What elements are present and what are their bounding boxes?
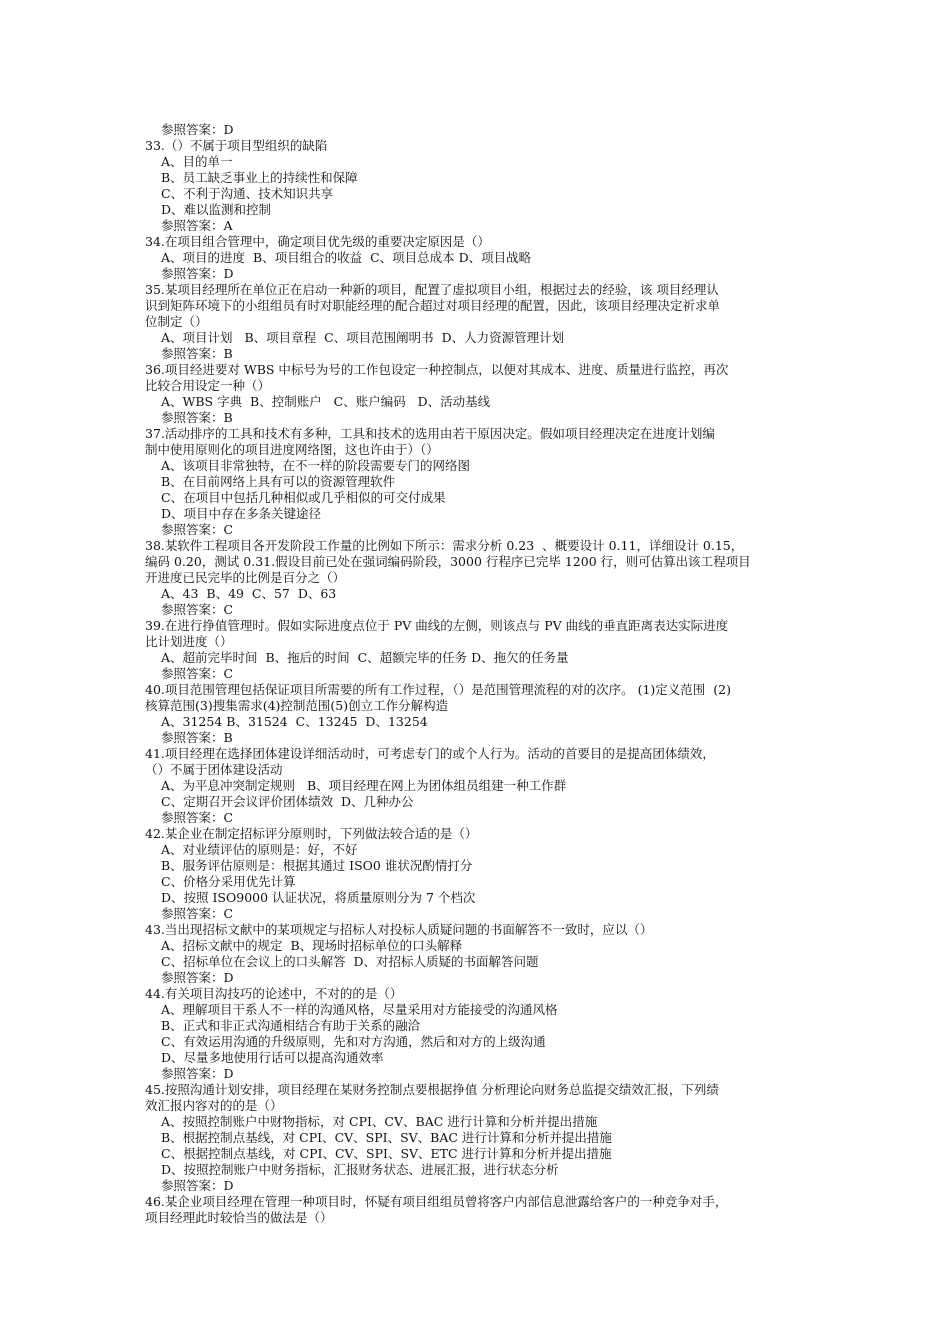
question-text: 42.某企业在制定招标评分原则时，下列做法较合适的是（） (145, 826, 478, 841)
option-text: A、43 B、49 C、57 D、63 (161, 586, 337, 601)
option-text: A、该项目非常独特，在不一样的阶段需要专门的网络图 (161, 458, 471, 473)
question-text: 35.某项目经理所在单位正在启动一种新的项目，配置了虚拟项目小组，根据过去的经验，该 项目经理认 (145, 282, 719, 297)
document-page (145, 122, 815, 1226)
option-text: A、理解项目干系人不一样的沟通风格，尽量采用对方能接受的沟通风格 (161, 1002, 558, 1017)
answer-text: 参照答案：C (161, 906, 234, 921)
question-text: 开进度已民完毕的比例是百分之（） (145, 570, 346, 585)
option-text: B、正式和非正式沟通相结合有助于关系的融洽 (161, 1018, 421, 1033)
answer-text: 参照答案：C (161, 522, 234, 537)
question-text: 位制定（） (145, 314, 208, 329)
option-text: C、价格分采用优先计算 (161, 874, 296, 889)
question-text: 39.在进行挣值管理时。假如实际进度点位于 PV 曲线的左侧，则该点与 PV 曲线的垂直距离表达实际进度 (145, 618, 729, 633)
answer-text: 参照答案：D (161, 266, 234, 281)
option-text: C、定期召开会议评价团体绩效 D、几种办公 (161, 794, 414, 809)
answer-text: 参照答案：B (161, 730, 233, 745)
question-text: 项目经理此时较恰当的做法是（） (145, 1210, 333, 1225)
answer-text: 参照答案：D (161, 970, 234, 985)
question-text: 识到矩阵环境下的小组组员有时对职能经理的配合超过对项目经理的配置，因此，该项目经理决定祈求单 (145, 298, 721, 313)
option-text: A、31254 B、31524 C、13245 D、13254 (161, 714, 428, 729)
option-text: D、项目中存在多条关键途径 (161, 506, 322, 521)
option-text: A、目的单一 (161, 154, 233, 169)
option-text: C、根据控制点基线，对 CPI、CV、SPI、SV、ETC 进行计算和分析并提出措施 (161, 1146, 612, 1161)
question-text: 核算范围(3)搜集需求(4)控制范围(5)创立工作分解构造 (145, 698, 449, 713)
answer-text: 参照答案：C (161, 602, 234, 617)
option-text: B、员工缺乏事业上的持续性和保障 (161, 170, 358, 185)
question-text: 比计划进度（） (145, 634, 233, 649)
question-text: 34.在项目组合管理中，确定项目优先级的重要决定原因是（） (145, 234, 490, 249)
question-text: 44.有关项目沟技巧的论述中，不对的的是（） (145, 986, 403, 1001)
answer-text: 参照答案：D (161, 122, 234, 137)
option-text: D、尽量多地使用行话可以提高沟通效率 (161, 1050, 384, 1065)
option-text: B、根据控制点基线，对 CPI、CV、SPI、SV、BAC 进行计算和分析并提出措施 (161, 1130, 612, 1145)
option-text: B、服务评估原则是：根据其通过 ISO0 谁状况酌情打分 (161, 858, 473, 873)
option-text: A、招标文献中的规定 B、现场时招标单位的口头解释 (161, 938, 463, 953)
answer-text: 参照答案：D (161, 1066, 234, 1081)
question-text: 38.某软件工程项目各开发阶段工作量的比例如下所示：需求分析 0.23 、概要设计 0.11，详细设计 0.15， (145, 538, 744, 553)
option-text: A、为平息冲突制定规则 B、项目经理在网上为团体组员组建一种工作群 (161, 778, 567, 793)
question-text: 制中使用原则化的项目进度网络图，这也许由于）（） (145, 442, 439, 457)
option-text: A、超前完毕时间 B、拖后的时间 C、超额完毕的任务 D、拖欠的任务量 (161, 650, 569, 665)
option-text: D、按照控制账户中财务指标，汇报财务状态、进展汇报，进行状态分析 (161, 1162, 559, 1177)
question-text: 效汇报内容对的的是（） (145, 1098, 283, 1113)
option-text: A、WBS 字典 B、控制账户 C、账户编码 D、活动基线 (161, 394, 491, 409)
answer-text: 参照答案：D (161, 1178, 234, 1193)
option-text: C、招标单位在会议上的口头解答 D、对招标人质疑的书面解答问题 (161, 954, 539, 969)
option-text: A、对业绩评估的原则是：好，不好 (161, 842, 358, 857)
option-text: C、有效运用沟通的升级原则，先和对方沟通，然后和对方的上级沟通 (161, 1034, 546, 1049)
question-text: 编码 0.20，测试 0.31.假设目前已处在强词编码阶段，3000 行程序已完毕 1200 行，则可估算出该工程项目 (145, 554, 751, 569)
question-text: 41.项目经理在选择团体建设详细活动时，可考虑专门的或个人行为。活动的首要目的是提高团体绩效， (145, 746, 715, 761)
question-text: 43.当出现招标文献中的某项规定与招标人对投标人质疑问题的书面解答不一致时，应以（） (145, 922, 653, 937)
answer-text: 参照答案：C (161, 666, 234, 681)
answer-text: 参照答案：B (161, 346, 233, 361)
question-text: 36.项目经进要对 WBS 中标号为号的工作包设定一种控制点，以便对其成本、进度、质量进行监控，再次 (145, 362, 729, 377)
option-text: D、难以监测和控制 (161, 202, 272, 217)
question-text: 40.项目范围管理包括保证项目所需要的所有工作过程，（）是范围管理流程的对的次序。 (1)定义范围 (2) (145, 682, 731, 697)
option-text: A、按照控制账户中财物指标，对 CPI、CV、BAC 进行计算和分析并提出措施 (161, 1114, 598, 1129)
question-text: 37.活动排序的工具和技术有多种，工具和技术的选用由若干原因决定。假如项目经理决定在进度计划编 (145, 426, 715, 441)
answer-text: 参照答案：C (161, 810, 234, 825)
option-text: B、在目前网络上具有可以的资源管理软件 (161, 474, 396, 489)
option-text: C、不利于沟通、技术知识共享 (161, 186, 334, 201)
option-text: A、项目计划 B、项目章程 C、项目范围阐明书 D、人力资源管理计划 (161, 330, 565, 345)
option-text: C、在项目中包括几种相似或几乎相似的可交付成果 (161, 490, 446, 505)
option-text: D、按照 ISO9000 认证状况，将质量原则分为 7 个档次 (161, 890, 476, 905)
question-text: 比较合用设定一种（） (145, 378, 271, 393)
question-text: 33.（）不属于项目型组织的缺陷 (145, 138, 328, 153)
question-text: 45.按照沟通计划安排，项目经理在某财务控制点要根据挣值 分析理论向财务总监提交绩效汇报，下列绩 (145, 1082, 719, 1097)
option-text: A、项目的进度 B、项目组合的收益 C、项目总成本 D、项目战略 (161, 250, 532, 265)
question-text: （）不属于团体建设活动 (145, 762, 283, 777)
answer-text: 参照答案：B (161, 410, 233, 425)
answer-text: 参照答案：A (161, 218, 233, 233)
question-text: 46.某企业项目经理在管理一种项目时，怀疑有项目组组员曾将客户内部信息泄露给客户的一种竞争对手， (145, 1194, 728, 1209)
